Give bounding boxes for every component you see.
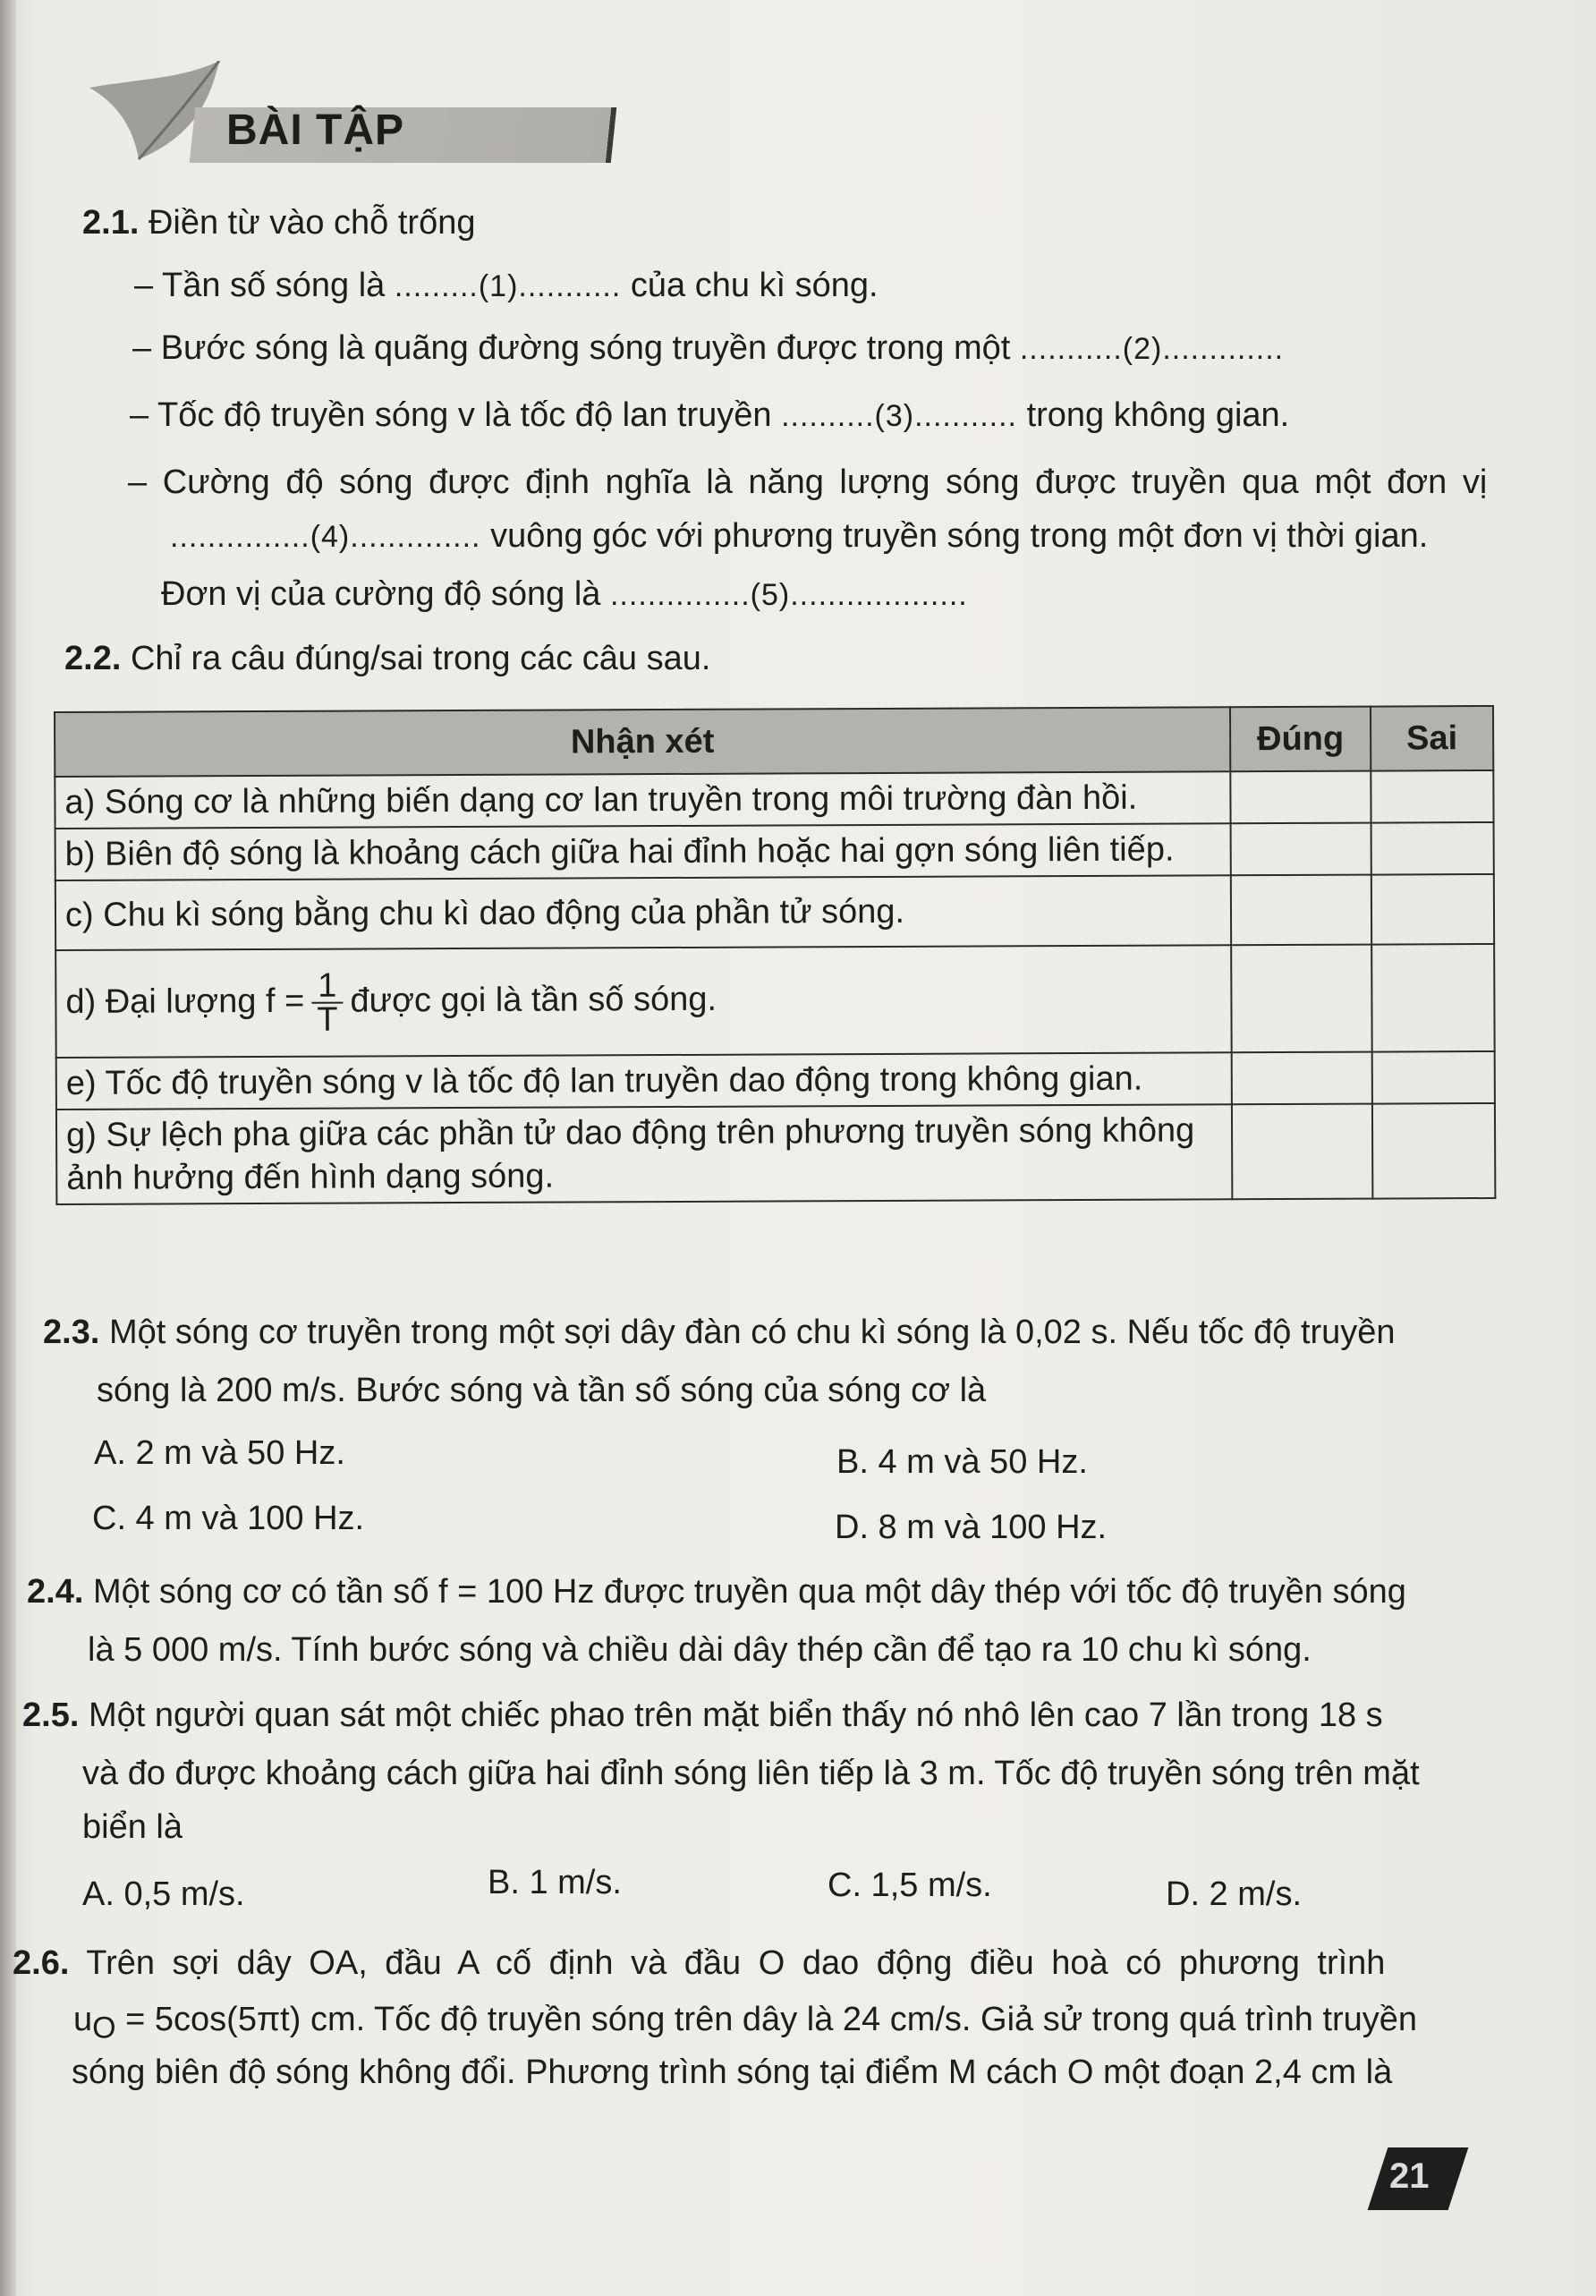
ex21-line2: – Bước sóng là quãng đường sóng truyền được trong một ...........(2)............. (132, 329, 1285, 367)
ex26-line2: $u_O = 5\cos(5\pi t)$ cm. Tốc độ truyền sóng trên dây là 24 cm/s. Giả sử trong quá trình truyền (73, 2001, 1418, 2045)
ex21-line6: Đơn vị của cường độ sóng là ...............(5)................... (161, 575, 968, 613)
ex21-line3: – Tốc độ truyền sóng v là tốc độ lan truyền ..........(3)........... trong không gian. (130, 396, 1290, 434)
table-row (56, 1103, 1495, 1204)
true-cell[interactable] (1230, 771, 1371, 824)
ex24-line2: là 5 000 m/s. Tính bước sóng và chiều dài dây thép cần để tạo ra 10 chu kì sóng. (88, 1631, 1312, 1669)
ex23-option-b[interactable]: B. 4 m và 50 Hz. (836, 1443, 1088, 1481)
exercise-2-5: 2.5. Một người quan sát một chiếc phao trên mặt biển thấy nó nhô lên cao 7 lần trong 18 s (22, 1696, 1383, 1734)
false-cell[interactable] (1372, 1103, 1495, 1199)
true-cell[interactable] (1231, 875, 1371, 946)
ex26-line3: sóng biên độ sóng không đổi. Phương trình sóng tại điểm M cách O một đoạn 2,4 cm là (72, 2054, 1393, 2091)
true-cell[interactable] (1231, 823, 1371, 876)
ex25-line3: biển là (82, 1808, 183, 1846)
exercise-2-4: 2.4. Một sóng cơ có tần số f = 100 Hz được truyền qua một dây thép với tốc độ truyền sóng (27, 1573, 1406, 1611)
ex25-line2: và đo được khoảng cách giữa hai đỉnh sóng liên tiếp là 3 m. Tốc độ truyền sóng trên mặt (82, 1755, 1420, 1792)
true-cell[interactable] (1232, 1052, 1372, 1105)
header-true: Đúng (1230, 707, 1371, 772)
ex23-option-a[interactable]: A. 2 m và 50 Hz. (94, 1434, 345, 1472)
statement-a: a) Sóng cơ là những biến dạng cơ lan truyền trong môi trường đàn hồi. (55, 771, 1230, 829)
true-cell[interactable] (1232, 1104, 1372, 1200)
ex25-option-b[interactable]: B. 1 m/s. (488, 1864, 622, 1901)
statement-d: d) Đại lượng f = $\frac{1}{T}$ được gọi là tần số sóng. (55, 945, 1232, 1058)
false-cell[interactable] (1371, 822, 1494, 875)
ex21-line1: – Tần số sóng là .........(1)........... của chu kì sóng. (134, 267, 879, 304)
ex25-option-d[interactable]: D. 2 m/s. (1166, 1875, 1303, 1913)
header-statement: Nhận xét (55, 707, 1230, 777)
statement-e: e) Tốc độ truyền sóng v là tốc độ lan truyền dao động trong không gian. (56, 1052, 1232, 1110)
table-header-row (55, 706, 1493, 777)
fraction: $\frac{1}{T}$ (311, 970, 344, 1036)
ex21-line4: – Cường độ sóng được định nghĩa là năng lượng sóng được truyền qua một đơn vị (128, 463, 1488, 501)
table-row (55, 822, 1494, 880)
false-cell[interactable] (1371, 874, 1494, 945)
ex23-line2: sóng là 200 m/s. Bước sóng và tần số sóng của sóng cơ là (97, 1372, 987, 1409)
section-banner (85, 61, 532, 168)
exercise-2-1: 2.1. Điền từ vào chỗ trống (82, 204, 476, 242)
table-row (55, 874, 1494, 950)
false-cell[interactable] (1371, 944, 1495, 1052)
table-row (56, 1051, 1495, 1110)
true-cell[interactable] (1231, 945, 1372, 1053)
exercise-2-3: 2.3. Một sóng cơ truyền trong một sợi dây đàn có chu kì sóng là 0,02 s. Nếu tốc độ truyền (43, 1314, 1396, 1351)
page-number: 21 (1389, 2156, 1430, 2196)
ex25-option-a[interactable]: A. 0,5 m/s. (82, 1875, 245, 1913)
header-false: Sai (1371, 706, 1493, 771)
false-cell[interactable] (1372, 1051, 1495, 1104)
statement-c: c) Chu kì sóng bằng chu kì dao động của phần tử sóng. (55, 875, 1231, 950)
table-row (55, 770, 1493, 829)
ex25-option-c[interactable]: C. 1,5 m/s. (828, 1867, 992, 1904)
exercise-2-2: 2.2. Chỉ ra câu đúng/sai trong các câu sau. (64, 640, 711, 677)
exercise-2-6: 2.6. Trên sợi dây OA, đầu A cố định và đầu O dao động điều hoà có phương trình (13, 1944, 1386, 1982)
statement-b: b) Biên độ sóng là khoảng cách giữa hai đỉnh hoặc hai gợn sóng liên tiếp. (55, 823, 1231, 880)
table-row (55, 944, 1495, 1058)
section-title: BÀI TẬP (226, 106, 404, 154)
statement-g: g) Sự lệch pha giữa các phần tử dao động trên phương truyền sóng không ảnh hưởng đến hình dạng sóng. (56, 1104, 1232, 1204)
true-false-table (54, 705, 1496, 1205)
ex21-line5: ...............(4).............. vuông góc với phương truyền sóng trong một đơn vị thời gian. (170, 517, 1429, 555)
ex23-option-c[interactable]: C. 4 m và 100 Hz. (92, 1500, 365, 1537)
ex23-option-d[interactable]: D. 8 m và 100 Hz. (835, 1509, 1108, 1546)
false-cell[interactable] (1371, 770, 1493, 823)
